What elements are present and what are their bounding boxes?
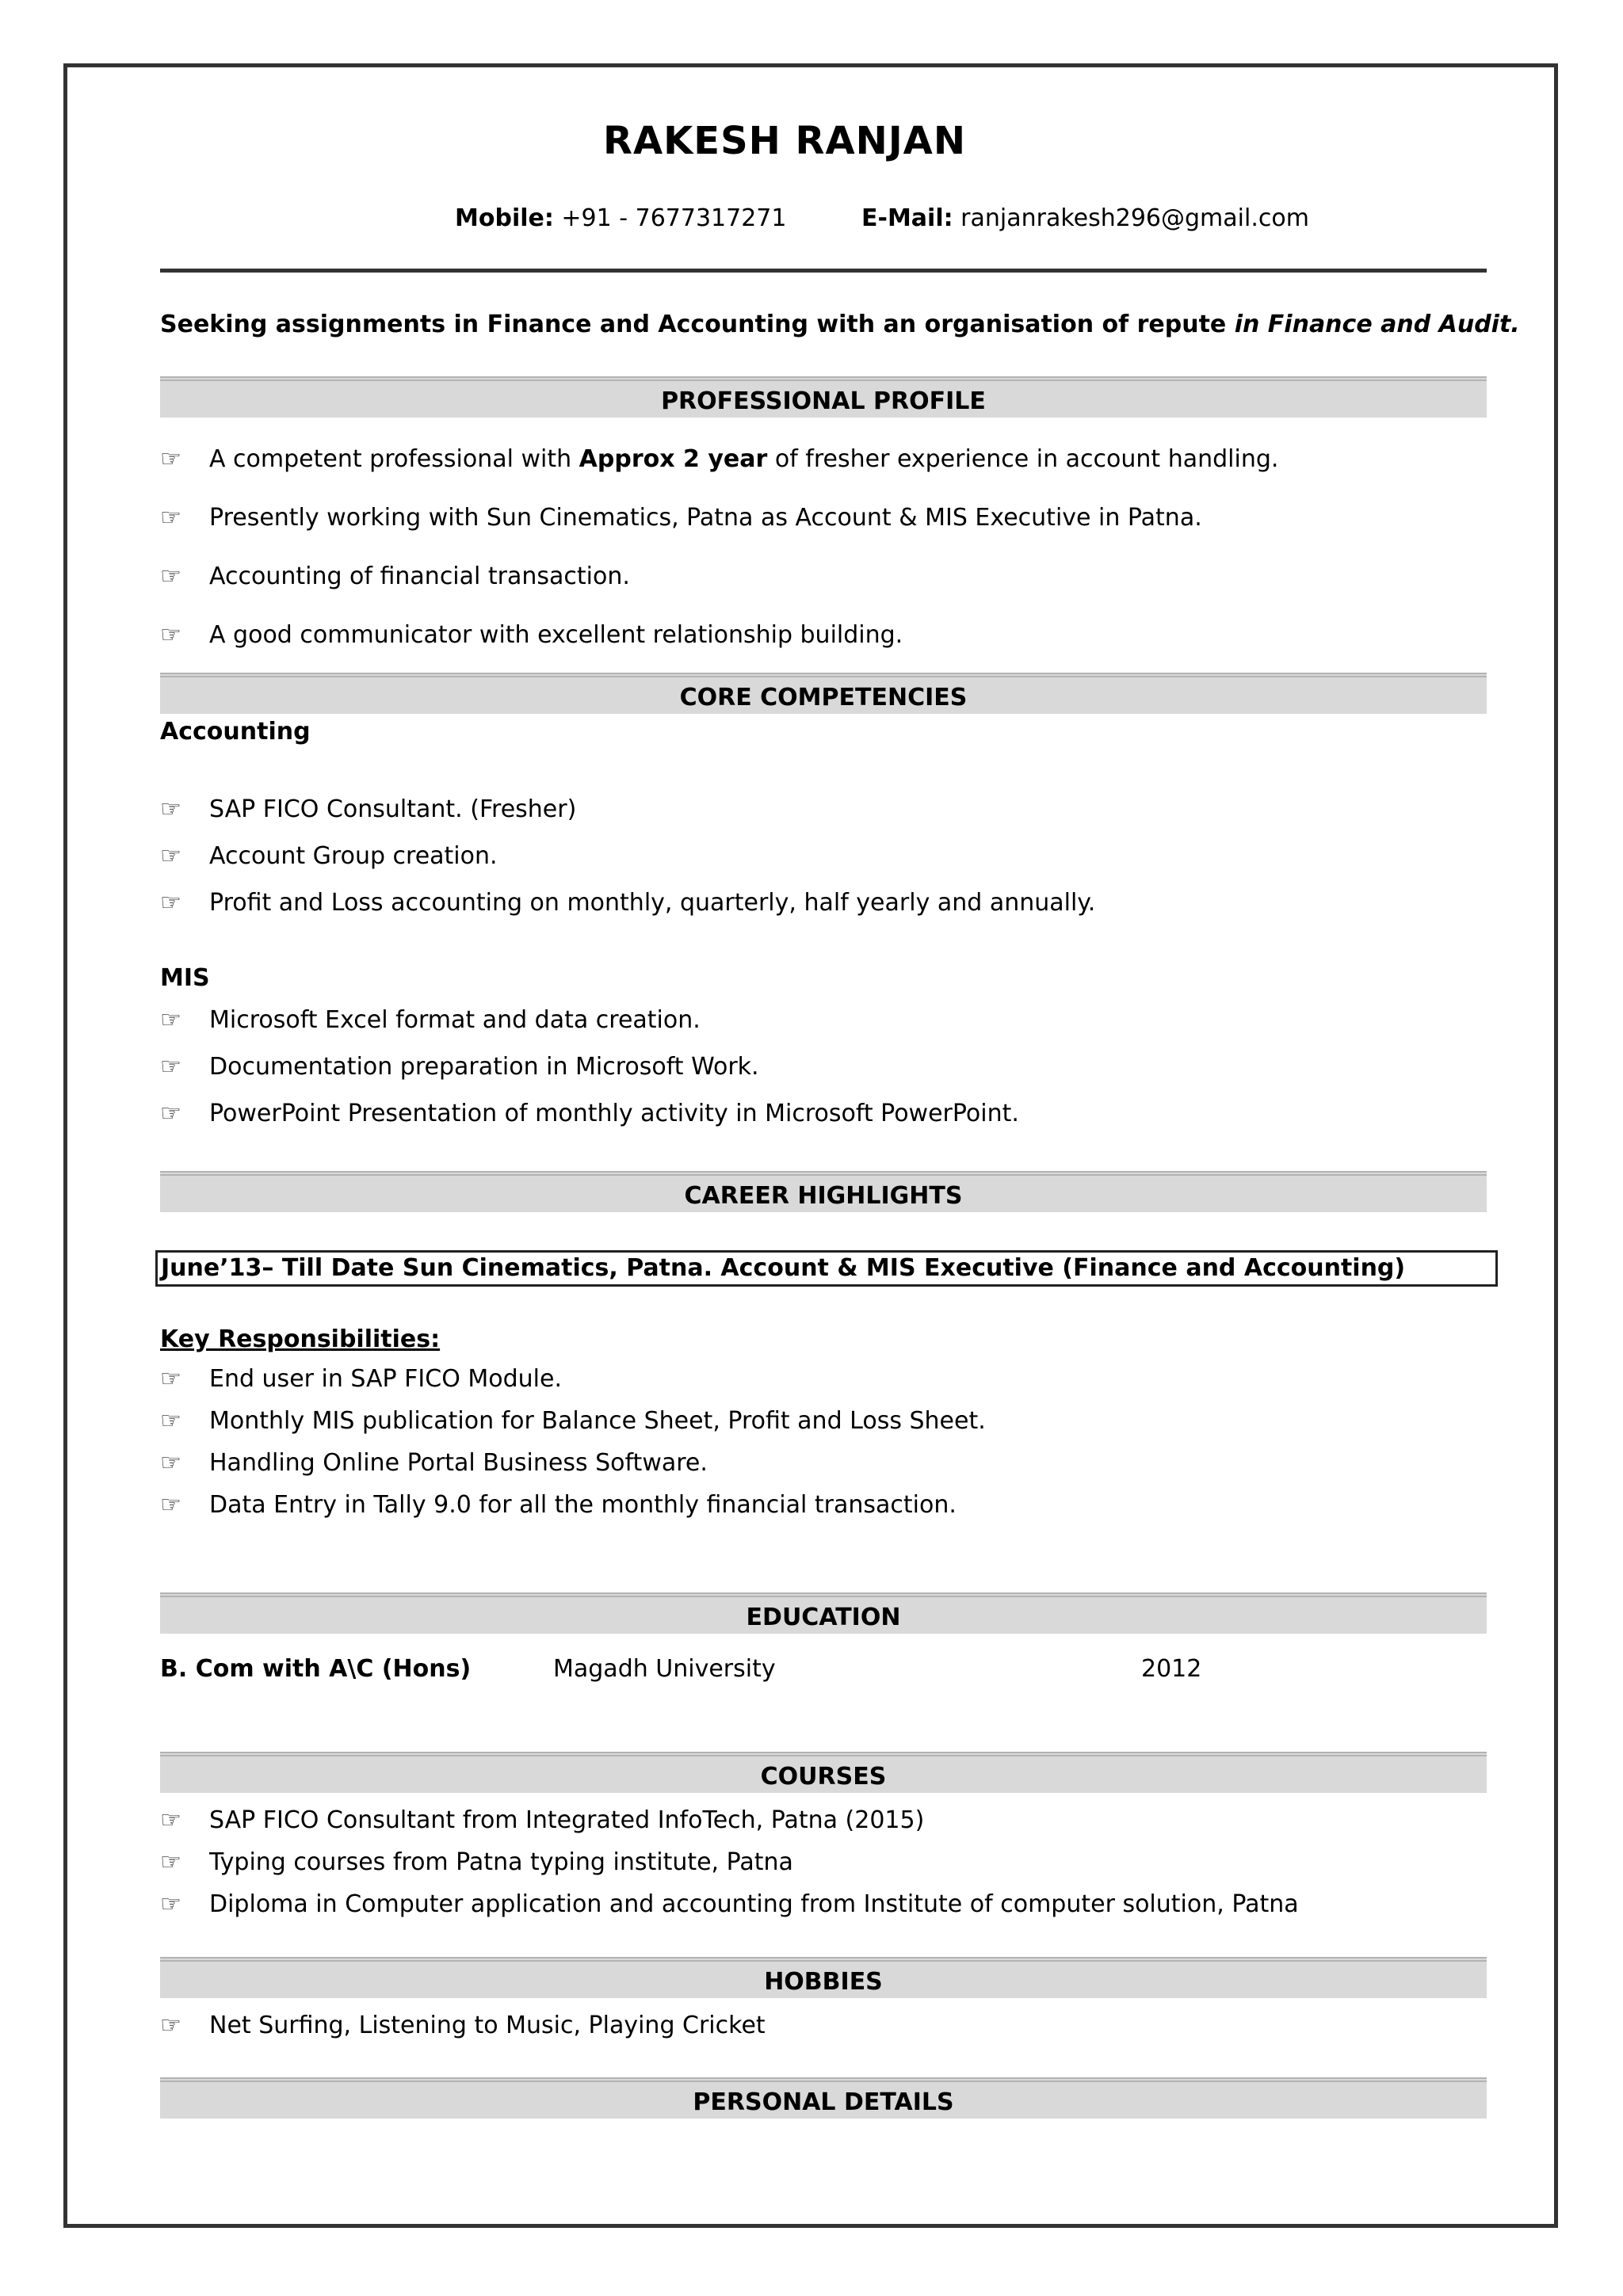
pointing-hand-icon: ☞	[160, 1848, 181, 1876]
list-item	[160, 445, 1278, 473]
section-title: PERSONAL DETAILS	[693, 2088, 954, 2116]
section-title: EDUCATION	[746, 1604, 901, 1631]
item-text: Documentation preparation in Microsoft Work.	[209, 1053, 759, 1081]
pointing-hand-icon: ☞	[160, 1006, 181, 1034]
mobile-label: Mobile:	[455, 204, 554, 232]
item-text: Diploma in Computer application and accounting from Institute of computer solution, Patna	[209, 1890, 1299, 1918]
item-text: SAP FICO Consultant from Integrated InfoTech, Patna (2015)	[209, 1806, 925, 1834]
list-item	[160, 1407, 986, 1435]
list-item	[160, 889, 1095, 917]
job-position-box: June’13– Till Date Sun Cinematics, Patna. Account & MIS Executive (Finance and Accounting)	[155, 1250, 1498, 1287]
pointing-hand-icon: ☞	[160, 2012, 181, 2039]
list-item	[160, 563, 630, 590]
list-item	[160, 795, 576, 823]
mobile-contact	[455, 204, 786, 232]
list-item	[160, 1449, 708, 1477]
key-responsibilities-label: Key Responsibilities:	[160, 1325, 441, 1353]
pointing-hand-icon: ☞	[160, 889, 181, 917]
item-text: Microsoft Excel format and data creation.	[209, 1006, 701, 1034]
pointing-hand-icon: ☞	[160, 1806, 181, 1834]
list-item	[160, 842, 498, 870]
section-title: PROFESSIONAL PROFILE	[661, 387, 986, 415]
item-text: SAP FICO Consultant. (Fresher)	[209, 795, 577, 823]
item-text: Presently working with Sun Cinematics, Patna as Account & MIS Executive in Patna.	[209, 504, 1202, 532]
pointing-hand-icon: ☞	[160, 795, 181, 823]
item-text: Handling Online Portal Business Software.	[209, 1449, 708, 1477]
pointing-hand-icon: ☞	[160, 1407, 181, 1435]
section-personal-details	[160, 2077, 1487, 2119]
objective-text: Seeking assignments in Finance and Accounting with an organisation of repute	[160, 311, 1235, 338]
mobile-value: +91 - 7677317271	[553, 204, 787, 232]
list-item	[160, 1053, 759, 1081]
mis-heading: MIS	[160, 964, 210, 992]
pointing-hand-icon: ☞	[160, 1449, 181, 1477]
item-text: Net Surfing, Listening to Music, Playing Cricket	[209, 2012, 766, 2039]
list-item	[160, 2012, 766, 2039]
section-title: CORE COMPETENCIES	[679, 684, 968, 711]
list-item	[160, 1006, 701, 1034]
item-text: Accounting of financial transaction.	[209, 563, 630, 590]
candidate-name: RAKESH RANJAN	[602, 119, 966, 163]
pointing-hand-icon: ☞	[160, 504, 181, 532]
section-title: HOBBIES	[764, 1968, 883, 1996]
pointing-hand-icon: ☞	[160, 1053, 181, 1081]
item-text: Data Entry in Tally 9.0 for all the monthly financial transaction.	[209, 1491, 957, 1519]
item-text: Monthly MIS publication for Balance Sheet, Profit and Loss Sheet.	[209, 1407, 986, 1435]
pointing-hand-icon: ☞	[160, 563, 181, 590]
item-text: PowerPoint Presentation of monthly activity in Microsoft PowerPoint.	[209, 1100, 1019, 1127]
section-title: COURSES	[760, 1763, 887, 1791]
section-core-competencies	[160, 673, 1487, 714]
list-item	[160, 621, 903, 649]
education-university: Magadh University	[553, 1655, 776, 1683]
education-degree: B. Com with A\C (Hons)	[160, 1655, 472, 1683]
education-year: 2012	[1141, 1655, 1202, 1683]
item-text: Profit and Loss accounting on monthly, quarterly, half yearly and annually.	[209, 889, 1096, 917]
email-label: E-Mail:	[861, 204, 953, 232]
list-item	[160, 504, 1202, 532]
pointing-hand-icon: ☞	[160, 1890, 181, 1918]
item-text: A good communicator with excellent relationship building.	[209, 621, 903, 649]
item-bold-text: Approx 2 year	[579, 445, 768, 473]
list-item	[160, 1890, 1299, 1918]
list-item	[160, 1365, 562, 1393]
career-objective	[160, 311, 1520, 338]
section-career-highlights	[160, 1171, 1487, 1212]
section-professional-profile	[160, 376, 1487, 418]
section-education	[160, 1592, 1487, 1634]
email-value: ranjanrakesh296@gmail.com	[953, 204, 1309, 232]
pointing-hand-icon: ☞	[160, 842, 181, 870]
objective-italic: in Finance and Audit.	[1234, 311, 1520, 338]
item-text: A competent professional with	[209, 445, 579, 473]
email-contact	[861, 204, 1309, 232]
list-item	[160, 1848, 793, 1876]
pointing-hand-icon: ☞	[160, 1491, 181, 1519]
list-item	[160, 1491, 957, 1519]
pointing-hand-icon: ☞	[160, 1365, 181, 1393]
item-text: Typing courses from Patna typing institute, Patna	[209, 1848, 793, 1876]
accounting-heading: Accounting	[160, 718, 311, 746]
list-item	[160, 1806, 924, 1834]
section-hobbies	[160, 1957, 1487, 1998]
header-divider	[160, 269, 1487, 273]
item-text: of fresher experience in account handling.	[767, 445, 1279, 473]
pointing-hand-icon: ☞	[160, 1100, 181, 1127]
section-title: CAREER HIGHLIGHTS	[684, 1182, 963, 1210]
item-text: End user in SAP FICO Module.	[209, 1365, 562, 1393]
pointing-hand-icon: ☞	[160, 445, 181, 473]
item-text: Account Group creation.	[209, 842, 498, 870]
section-courses	[160, 1752, 1487, 1793]
pointing-hand-icon: ☞	[160, 621, 181, 649]
list-item	[160, 1100, 1019, 1127]
